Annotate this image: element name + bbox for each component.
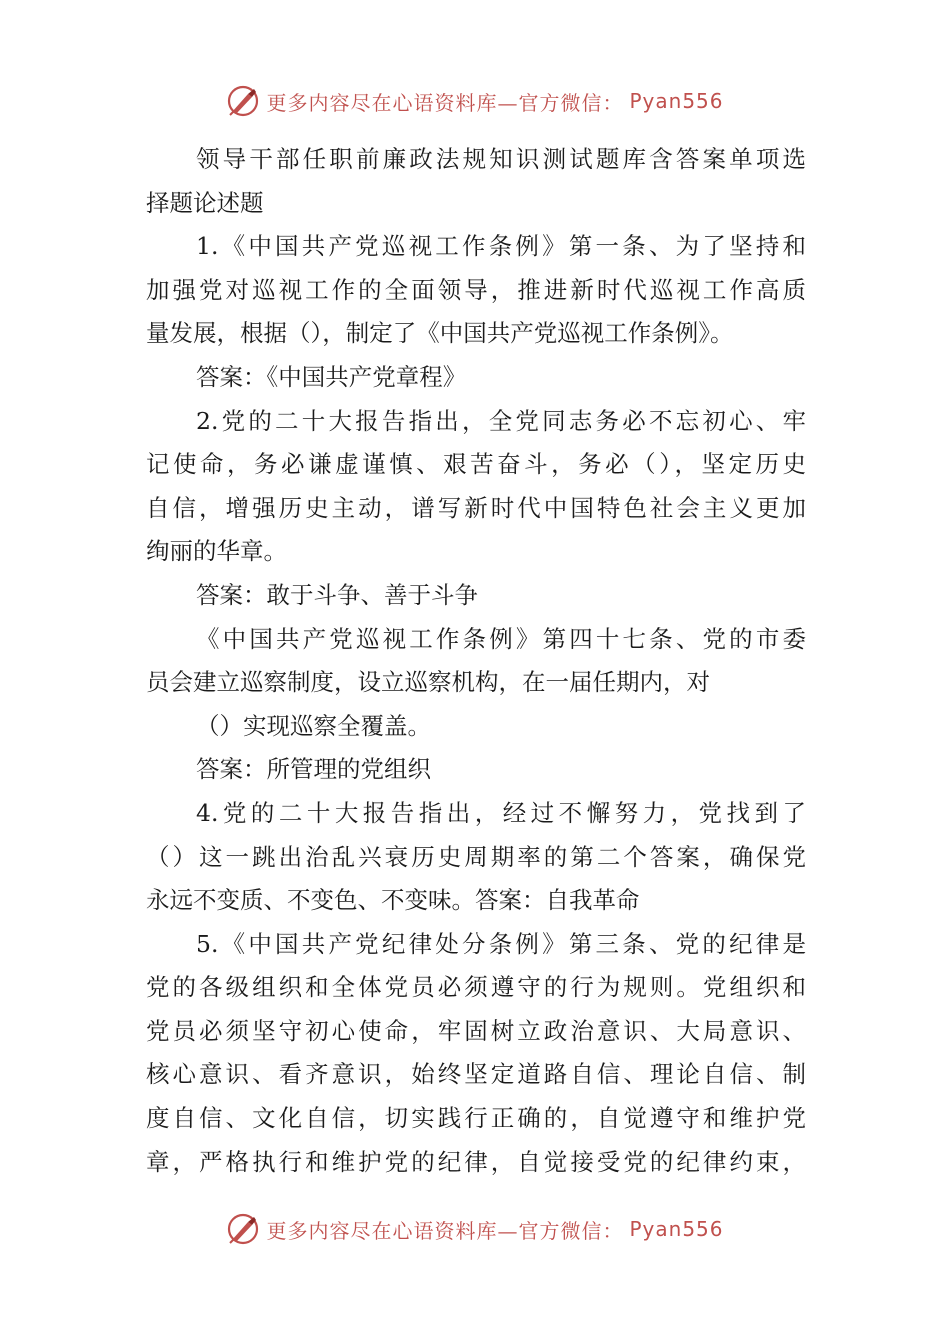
watermark-text: 更多内容尽在心语资料库—官方微信： (266, 1218, 624, 1243)
watermark-wechat-id: Pyan556 (629, 89, 724, 113)
pen-logo-icon (226, 1212, 260, 1246)
text-line: 加强党对巡视工作的全面领导，推进新时代巡视工作高质 (146, 275, 806, 304)
text-line: 员会建立巡察制度，设立巡察机构，在一届任期内，对 (146, 668, 710, 697)
pen-logo-icon (226, 84, 260, 118)
text-line: 择题论述题 (146, 188, 264, 217)
text-line: 4.党的二十大报告指出，经过不懈努力，党找到了 (196, 798, 806, 827)
text-line: （）实现巡察全覆盖。 (196, 711, 431, 740)
text-line: 1.《中国共产党巡视工作条例》第一条、为了坚持和 (196, 232, 806, 261)
text-line: 党的各级组织和全体党员必须遵守的行为规则。党组织和 (146, 973, 806, 1002)
document-body (146, 138, 806, 1184)
text-line: 答案：《中国共产党章程》 (196, 362, 467, 391)
watermark-wechat-id: Pyan556 (629, 1217, 724, 1241)
text-line: 量发展，根据（），制定了《中国共产党巡视工作条例》。 (146, 319, 734, 348)
text-line: 核心意识、看齐意识，始终坚定道路自信、理论自信、制 (146, 1060, 806, 1089)
watermark-text: 更多内容尽在心语资料库—官方微信： (266, 90, 624, 115)
text-line: 永远不变质、不变色、不变味。答案：自我革命 (146, 886, 640, 915)
text-line: 自信，增强历史主动，谱写新时代中国特色社会主义更加 (146, 493, 806, 522)
text-line: 绚丽的华章。 (146, 537, 287, 566)
text-line: 党员必须坚守初心使命，牢固树立政治意识、大局意识、 (146, 1016, 806, 1045)
text-line: 记使命，务必谦虚谨慎、艰苦奋斗，务必（），坚定历史 (146, 450, 806, 479)
text-line: 领导干部任职前廉政法规知识测试题库含答案单项选 (196, 145, 806, 173)
text-line: 答案：敢于斗争、善于斗争 (196, 580, 478, 609)
header-watermark (0, 84, 950, 118)
text-line: 章，严格执行和维护党的纪律，自觉接受党的纪律约束， (146, 1147, 806, 1176)
text-line: 5.《中国共产党纪律处分条例》第三条、党的纪律是 (196, 929, 806, 958)
text-line: 《中国共产党巡视工作条例》第四十七条、党的市委 (196, 624, 806, 653)
text-line: 度自信、文化自信，切实践行正确的，自觉遵守和维护党 (146, 1104, 806, 1133)
text-line: （）这一跳出治乱兴衰历史周期率的第二个答案，确保党 (146, 842, 806, 871)
text-line: 2.党的二十大报告指出，全党同志务必不忘初心、牢 (196, 406, 806, 435)
text-line: 答案：所管理的党组织 (196, 755, 431, 784)
footer-watermark (0, 1212, 950, 1246)
